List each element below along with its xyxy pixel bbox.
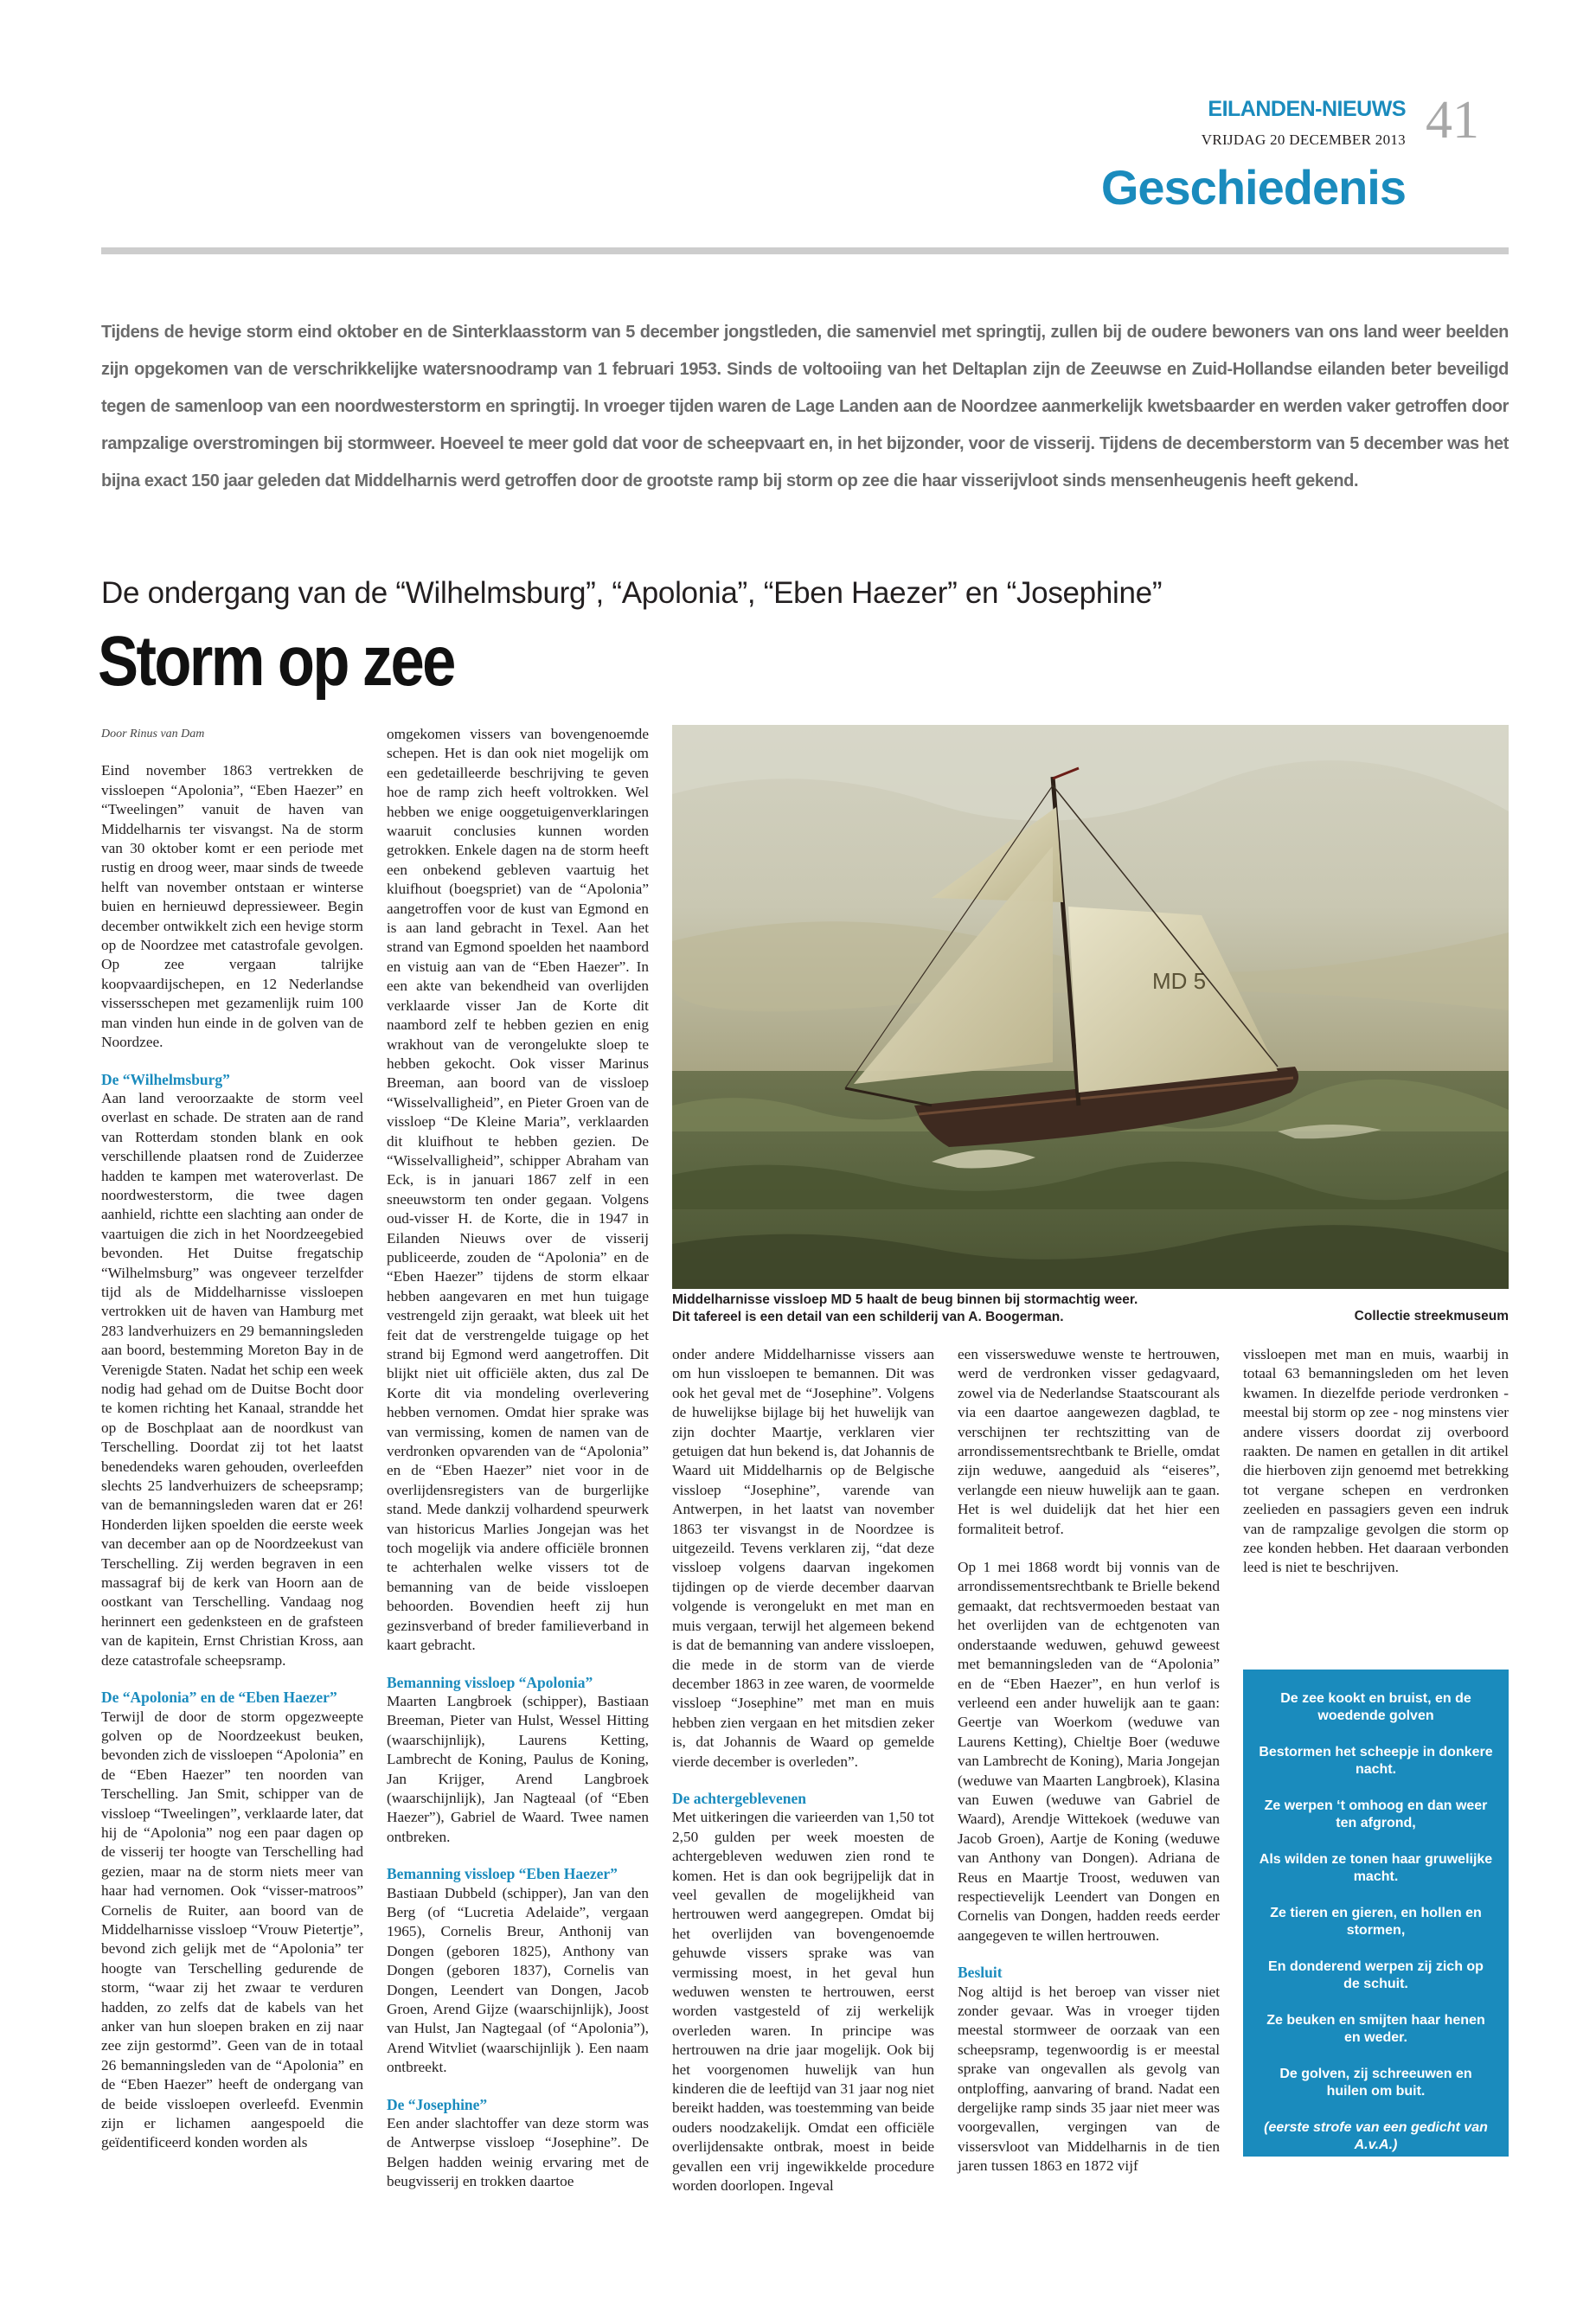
poem-line-8: De golven, zij schreeuwen en huilen om buit. [1279,2067,1472,2099]
article-column-4 [958,1345,1220,2176]
poem-source: (eerste strofe van een gedicht van A.v.A.) [1264,2120,1488,2152]
poem-line-3: Ze werpen ‘t omhoog en dan weer ten afgrond, [1264,1798,1488,1830]
col1-paragraph-2: Aan land veroorzaakte de storm veel overlast en schade. De straten aan de rand van Rotterdam stonden blank en ook verschillende plaatsen rond de Zuiderzee hadden te kampen met wateroverlast. De noordwesterstorm, die twee dagen aanhield, richtte een slachting aan onder de vaartuigen die zich in het Noordzeegebied bevonden. Het Duitse fregatschip “Wilhelmsburg” was ongeveer terzelfder tijd als de Middelharnisse vissloepen vertrokken uit de haven van Hamburg met 283 landverhuizers en 29 bemanningsleden aan boord, bestemming Moreton Bay in de Verenigde Staten. Nadat het schip een week nodig had gehad om de Duitse Bocht door te komen richting het Kanaal, strandde het op de Boschplaat aan de noordkust van Terschelling. Doordat zij tot het laatst benedendeks waren gehouden, overleefden slechts 25 landverhuizers de scheepsramp; van de bemanningsleden waren dat er 26! Honderden lijken spoelden die eerste week van december aan op de Noordzeekust van Terschelling. Zij werden begraven in een massagraf bij de kerk van Hoorn aan de oostkant van Terschelling. Vandaag nog herinnert een gedenksteen en de grafsteen van de kapitein, Ernst Christian Kross, aan deze catastrofale scheepsramp. [101,1089,363,1669]
poem-line-5: Ze tieren en gieren, en hollen en stormen, [1270,1906,1482,1938]
subheading-wilhelmsburg: De “Wilhelmsburg” [101,1070,230,1088]
sail-mark: MD 5 [1152,968,1207,994]
headline: Storm op zee [98,622,454,701]
page-number: 41 [1426,91,1479,150]
poem-line-1: De zee kookt en bruist, en de woedende golven [1280,1691,1471,1723]
sloop-painting [672,725,1509,1289]
article-column-2 [387,725,649,2192]
col3-paragraph-2: Met uitkeringen die varieerden van 1,50 tot 2,50 gulden per week moesten de achtergebleven weduwen zien rond te komen. Het is dan ook begrijpelijk dat in veel gevallen de mogelijkheid van hertrouwen werd aangegrepen. Omdat bij het overlijden van bovengenoemde gehuwde vissers sprake was van vermissing moest, in het geval hun weduwen wensten te hertrouwen, eerst worden vastgesteld of zij werkelijk overleden waren. In principe was hertrouwen na drie jaar mogelijk. Ook bij het voorgenomen huwelijk van hun kinderen die de leeftijd van 31 jaar nog niet bereikt hadden, was toestemming van beide ouders noodzakelijk. Omdat een officiële overlijdensakte ontbrak, moest in beide gevallen een vrij ingewikkelde procedure worden doorlopen. Ingeval [672,1809,934,2195]
byline: Door Rinus van Dam [101,727,205,740]
col1-paragraph-1: Eind november 1863 vertrekken de vissloepen “Apolonia”, “Eben Haezer” en “Tweelingen” vanuit de haven van Middelharnis ter visvangst. Na de storm van 30 oktober komt er een periode met rustig en droog weer, maar sinds de tweede helft van november ontstaan er winterse buien en hernieuwd depressieweer. Begin december ontwikkelt zich een hevige storm op de Noordzee met catastrofale gevolgen. Op zee vergaan talrijke koopvaardijschepen, en 12 Nederlandse vissersschepen met gezamenlijk ruim 100 man vinden hun einde in de golven van de Noordzee. [101,762,363,1051]
subheading-apolonia-eben-haezer: De “Apolonia” en de “Eben Haezer” [101,1689,337,1707]
col2-paragraph-3: Bastiaan Dubbeld (schipper), Jan van den Berg (of “Lucretia Adelaide”, vergaan 1965), Cornelis Breur, Anthonij van Dongen (geboren 1825), Anthony van Dongen (geboren 1837), Cornelis van Dongen, Leendert van Dongen, Jacob Groen, Arend Gijze (waarschijnlijk), Joost van Hulst, Jan Nagtegaal (of “Apolonia”), Arend Witvliet (waarschijnlijk ). Een naam ontbreekt. [387,1884,649,2076]
subheading-josephine: De “Josephine” [387,2095,488,2113]
poem-line-4: Als wilden ze tonen haar gruwelijke macht. [1259,1852,1493,1884]
section-title: Geschiedenis [1100,160,1406,215]
caption-line-1: Middelharnisse vissloep MD 5 haalt de beug binnen bij stormachtig weer. [672,1292,1138,1307]
caption-line-2: Dit tafereel is een detail van een schilderij van A. Boogerman. [672,1310,1064,1324]
article-column-3 [672,1345,934,2195]
header-rule [101,247,1509,254]
col2-paragraph-4: Een ander slachtoffer van deze storm was de Antwerpse vissloep “Josephine”. De Belgen hadden weinig ervaring met de beugvisserij en trokken daartoe [387,2115,649,2190]
poem-box [1243,1670,1509,2157]
subheading-bemanning-apolonia: Bemanning vissloep “Apolonia” [387,1673,593,1691]
col2-paragraph-2: Maarten Langbroek (schipper), Bastiaan Breeman, Pieter van Hulst, Wessel Hitting (waarschijnlijk), Laurens Ketting, Lambrecht de Koning, Paulus de Koning, Jan Krijger, Arend Langbroek (waarschijnlijk), Jan Nagteaal (of “Eben Haezer”), Gabriel de Waard. Twee namen ontbreken. [387,1692,649,1845]
article-column-1 [101,725,363,2153]
intro-paragraph: Tijdens de hevige storm eind oktober en de Sinterklaasstorm van 5 december jongstleden, die samenviel met springtij, zullen bij de oudere bewoners van ons land weer beelden zijn opgekomen van de verschrikkelijke watersnoodramp van 1 februari 1953. Sinds de voltooiing van het Deltaplan zijn de Zeeuwse en Zuid-Hollandse eilanden beter beveiligd tegen de samenloop van een noordwesterstorm en springtij. In vroeger tijden waren de Lage Landen aan de Noordzee aanmerkelijk kwetsbaarder en werden vaker getroffen door rampzalige overstromingen bij stormweer. Hoeveel te meer gold dat voor de scheepvaart en, in het bijzonder, voor de visserij. Tijdens de decemberstorm van 5 december was het bijna exact 150 jaar geleden dat Middelharnis werd getroffen door de grootste ramp bij storm op zee die haar visserijvloot sinds mensenheugenis heeft gekend. [101,323,1509,490]
photo-credit: Collectie streekmuseum [1354,1309,1509,1324]
article-column-5 [1243,1345,1509,1578]
poem-line-6: En donderend werpen zij zich op de schuit. [1268,1959,1484,1991]
kicker: De ondergang van de “Wilhelmsburg”, “Apolonia”, “Eben Haezer” en “Josephine” [101,576,1163,610]
poem-line-7: Ze beuken en smijten haar henen en weder. [1266,2013,1485,2045]
col1-paragraph-3: Terwijl de door de storm opgezweepte golven op de Noordzeekust beuken, bevonden zich de vissloepen “Apolonia” en de “Eben Haezer” ten noorden van Terschelling. Jan Smit, schipper van de vissloep “Tweelingen”, verklaarde later, dat hij de “Apolonia” nog een paar dagen op de visserij ter hoogte van Terschelling had gezien, maar na de storm niets meer van haar had vernomen. Ook “visser-matroos” Cornelis de Ruiter, aan boord van de Middelharnisse vissloep “Vrouw Pietertje”, bevond zich gelijk met de “Apolonia” ter hoogte van Terschelling gedurende de storm, “waar zij het zwaar te verduren hadden, zo zelfs dat de kabels van het anker van hun sloepen braken en zij naar zee zijn gestormd”. Geen van de in totaal 26 bemanningsleden van de “Apolonia” en de “Eben Haezer” heeft de ondergang van de beide vissloepen overleefd. Evenmin zijn er lichamen aangespoeld die geïdentificeerd konden worden als [101,1708,363,2151]
painting-photo [672,725,1509,1289]
issue-date: VRIJDAG 20 DECEMBER 2013 [1201,131,1406,148]
subheading-achtergeblevenen: De achtergeblevenen [672,1789,807,1807]
col4-paragraph-2: Op 1 mei 1868 wordt bij vonnis van de arrondissementsrechtbank te Brielle bekend gemaakt, dat rechtsvermoeden bestaat van het overlijden van de echtgenoten van onderstaande weduwen, gehuwd geweest met bemanningsleden van de “Apolonia” en de “Eben Haezer”, en hun verlof is verleend een ander huwelijk aan te gaan: Geertje van Woerkom (weduwe van Laurens Ketting), Chieltje Boer (weduwe van Lambrecht de Koning), Maria Jongejan (weduwe van Maarten Langbroek), Klasina van Euwen (weduwe van Gabriel de Waard), Arendje Wittekoek (weduwe van Jacob Groen), Aartje de Koning (weduwe van Anthony van Dongen). Adriana de Reus en Maartje Troost, weduwen van respectievelijk Leendert van Dongen en Cornelis van Dongen, hadden reeds eerder aangegeven te willen hertrouwen. [958,1559,1220,1944]
poem-line-2: Bestormen het scheepje in donkere nacht. [1259,1745,1493,1777]
subheading-besluit: Besluit [958,1964,1003,1982]
subheading-bemanning-eben-haezer: Bemanning vissloep “Eben Haezer” [387,1865,618,1883]
col4-paragraph-1: een vissersweduwe wenste te hertrouwen, werd de verdronken visser gedagvaard, zowel via de Nederlandse Staatscourant als via een daartoe aangewezen dagblad, te verschijnen ter rechtszitting van de arrondissementsrechtbank te Brielle, omdat zijn weduwe, aangeduid als “eiseres”, verlangde een nieuw huwelijk aan te gaan. Het is wel duidelijk dat het hier een formaliteit betrof. [958,1346,1220,1537]
col4-paragraph-3: Nog altijd is het beroep van visser niet zonder gevaar. Was in vroeger tijden meestal stormweer de oorzaak van een scheepsramp, tegenwoordig is er meestal sprake van ongevallen als gevolg van ontploffing, aanvaring of brand. Nadat een dergelijke ramp sinds 35 jaar niet meer was voorgevallen, vergingen van de vissersvloot van Middelharnis in de tien jaren tussen 1863 en 1872 vijf [958,1983,1220,2175]
col5-paragraph-1: vissloepen met man en muis, waarbij in totaal 63 bemanningsleden om het leven kwamen. In diezelfde periode verdronken - meestal bij storm op zee - nog minstens vier andere vissers doordat zij overboord raakten. De namen en getallen in dit artikel die hierboven zijn genoemd met betrekking tot vergane schepen en verdronken zeelieden en passagiers geven een indruk van de rampzalige gevolgen die storm op zee konden hebben. Het daaraan verbonden leed is niet te beschrijven. [1243,1346,1509,1576]
col3-paragraph-1: onder andere Middelharnisse vissers aan om hun vissloepen te bemannen. Dit was ook het geval met de “Josephine”. Volgens de huwelijkse bijlage bij het huwelijk van zijn dochter Maartje, verklaren vier getuigen dat hun bekend is, dat Johannis de Waard uit Middelharnis op de Belgische vissloep “Josephine”, varende van Antwerpen, in het laatst van november 1863 ter visvangst in de Noordzee is uitgezeild. Tevens verklaren zij, “dat deze vissloep volgens daarvan ingekomen tijdingen op de vierde december daarvan volgende is verongelukt en met man en muis vergaan, terwijl het algemeen bekend is dat de bemanning van andere vissloepen, die mede in de storm van de vierde december 1863 in zee waren, de voormelde vissloep “Josephine” met man en muis hebben zien vergaan en het mitsdien zeker is, dat Johannis de Waard op gemelde vierde december is overleden”. [672,1346,934,1770]
col2-paragraph-1: omgekomen vissers van bovengenoemde schepen. Het is dan ook niet mogelijk om een gedetailleerde beschrijving te geven hoe de ramp zich heeft voltrokken. Wel hebben we enige ooggetuigenverklaringen waaruit conclusies kunnen worden getrokken. Enkele dagen na de storm heeft een onbekend gebleven vaartuig het kluifhout (boegspriet) van de “Apolonia” aangetroffen voor de kust van Egmond en is aan land gebracht in Texel. Aan het strand van Egmond spoelden het naambord en vistuig aan van de “Eben Haezer”. In een akte van bekendheid van overlijden verklaarde visser Jan de Korte dit naambord zelf te hebben gezien en enig wrakhout van de verongelukte sloep te hebben gekocht. Ook visser Marinus Breeman, aan boord van de vissloep “Wisselvalligheid”, en Pieter Groen van de vissloep “De Kleine Maria”, verklaarden dit kluifhout te hebben gezien. De “Wisselvalligheid”, schipper Abraham van Eck, is in januari 1867 zelf in een sneeuwstorm ten onder gegaan. Volgens oud-visser H. de Korte, die in 1947 in Eilanden Nieuws over de visserij publiceerde, zouden de “Apolonia” en de “Eben Haezer” tijdens de storm elkaar hebben aangevaren en met hun tuigage vestrengeld zijn geraakt, wat bleek uit het feit dat de verstrengelde tuigage op het strand bij Egmond werd aangetroffen. Dit blijkt niet uit officiële akten, dus zal De Korte dit via mondeling overlevering hebben vernomen. Omdat hier sprake was van vermissing, komen de namen van de verdronken opvarenden van de “Apolonia” en de “Eben Haezer” niet voor in de overlijdensregisters van de burgerlijke stand. Mede dankzij volhardend speurwerk van historicus Marlies Jongejan was het toch mogelijk via andere officiële bronnen te achterhalen welke vissers tot de bemanning van de beide vissloepen behoorden. Bovendien heeft zij hun gezinsverband of breder familieverband in kaart gebracht. [387,726,649,1654]
masthead: EILANDEN-NIEUWS [1208,97,1406,121]
